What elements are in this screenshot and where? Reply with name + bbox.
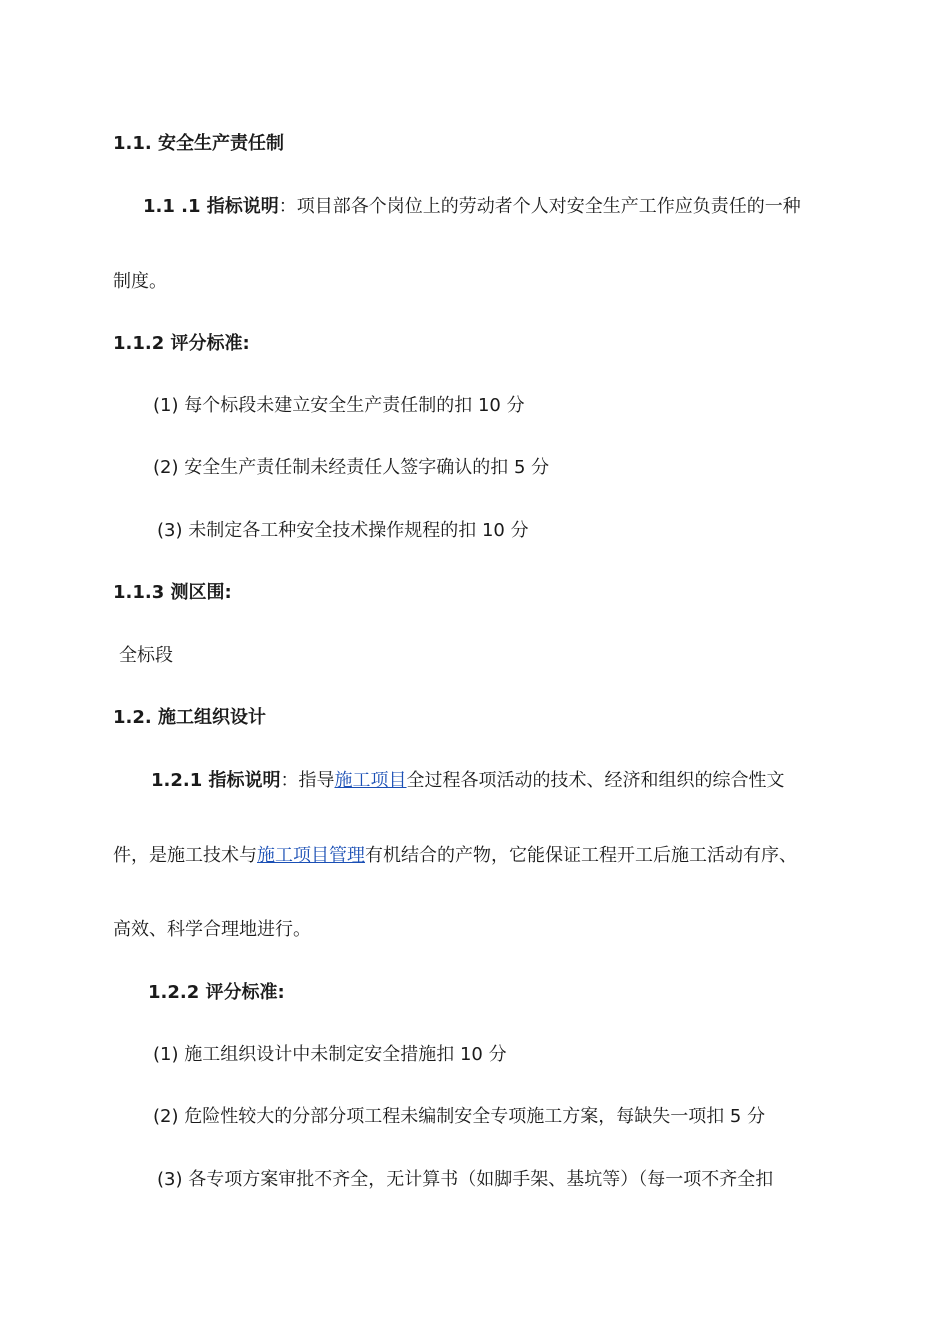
criteria-item: (2) 安全生产责任制未经责任人签字确认的扣 5 分 xyxy=(153,457,550,478)
scope-text: 全标段 xyxy=(119,645,173,666)
project-management-link[interactable]: 施工项目管理 xyxy=(257,845,365,866)
label-separator: ： xyxy=(280,770,299,791)
criteria-item: (1) 每个标段未建立安全生产责任制的扣 10 分 xyxy=(153,395,525,416)
label-separator: ： xyxy=(278,196,297,217)
construction-project-link[interactable]: 施工项目 xyxy=(334,770,407,791)
section-heading-1-1: 1.1. 安全生产责任制 xyxy=(113,133,284,154)
indicator-label: 1.2.1 指标说明 xyxy=(151,770,281,791)
section-heading-1-2: 1.2. 施工组织设计 xyxy=(113,707,266,728)
criteria-item: (3) 各专项方案审批不齐全，无计算书（如脚手架、基坑等）（每一项不齐全扣 xyxy=(157,1169,774,1190)
indicator-description-1-2-1 xyxy=(151,769,785,793)
indicator-text-continued: 高效、科学合理地进行。 xyxy=(113,919,311,940)
indicator-text: 有机结合的产物，它能保证工程开工后施工活动有序、 xyxy=(365,845,797,866)
indicator-text: 件，是施工技术与 xyxy=(113,845,257,866)
criteria-item: (1) 施工组织设计中未制定安全措施扣 10 分 xyxy=(153,1044,507,1065)
indicator-text-continued: 制度。 xyxy=(113,271,167,292)
section-heading-1-2-2: 1.2.2 评分标准: xyxy=(148,982,285,1003)
indicator-text: 全过程各项活动的技术、经济和组织的综合性文 xyxy=(406,770,785,791)
criteria-item: (2) 危险性较大的分部分项工程未编制安全专项施工方案，每缺失一项扣 5 分 xyxy=(153,1106,766,1127)
section-heading-1-1-2: 1.1.2 评分标准: xyxy=(113,333,250,354)
indicator-text: 项目部各个岗位上的劳动者个人对安全生产工作应负责任的一种 xyxy=(296,196,801,217)
section-heading-1-1-3: 1.1.3 测区围: xyxy=(113,582,232,603)
indicator-label: 1.1 .1 指标说明 xyxy=(143,196,279,217)
criteria-item: (3) 未制定各工种安全技术操作规程的扣 10 分 xyxy=(157,520,529,541)
indicator-description-1-1-1 xyxy=(143,195,801,219)
indicator-text: 指导 xyxy=(298,770,335,791)
indicator-text-continued xyxy=(113,844,797,868)
